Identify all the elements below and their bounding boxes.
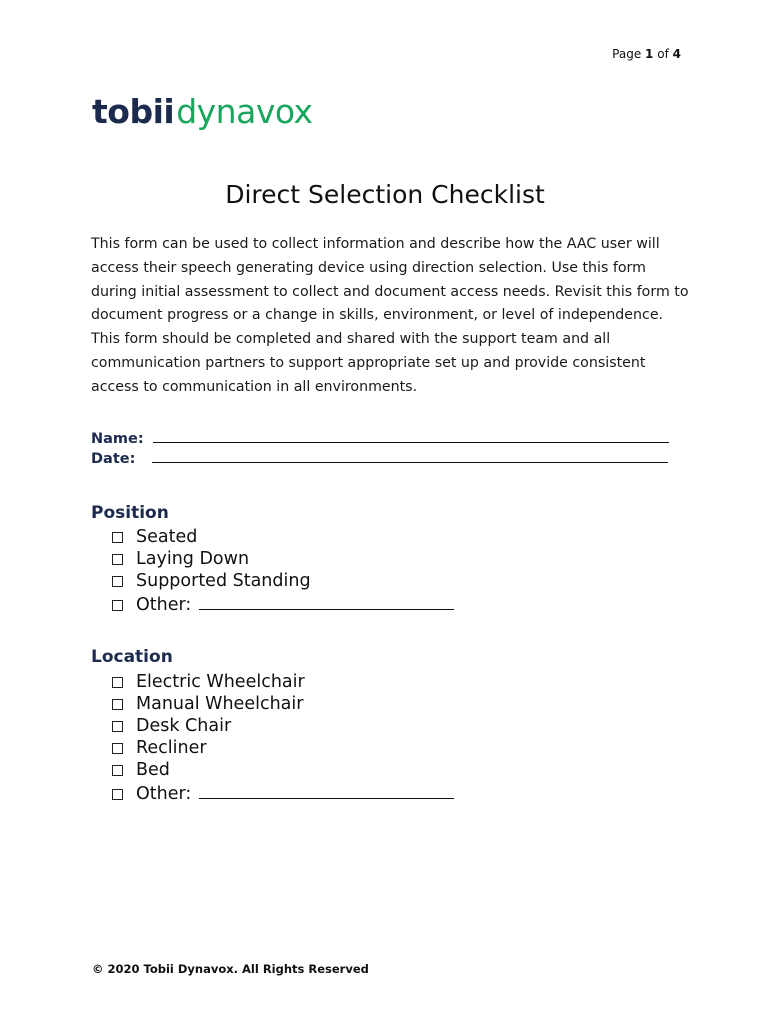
location-option-electric-wheelchair[interactable] <box>112 671 454 693</box>
name-input-line[interactable] <box>153 428 669 443</box>
checkbox[interactable] <box>112 554 123 565</box>
checkbox[interactable] <box>112 532 123 543</box>
location-other-input-line[interactable] <box>199 781 454 799</box>
position-heading: Position <box>91 503 169 523</box>
location-option-bed[interactable] <box>112 759 454 781</box>
date-label: Date: <box>91 451 136 467</box>
logo-tobii: tobii <box>92 92 175 131</box>
checkbox[interactable] <box>112 789 123 800</box>
option-label: Manual Wheelchair <box>136 694 304 714</box>
option-label: Bed <box>136 760 170 780</box>
name-label: Name: <box>91 431 144 447</box>
option-label: Laying Down <box>136 549 250 569</box>
checkbox[interactable] <box>112 600 123 611</box>
checkbox[interactable] <box>112 765 123 776</box>
page-current: 1 <box>645 47 654 61</box>
position-checklist <box>112 526 454 614</box>
intro-paragraph: This form can be used to collect information and describe how the AAC user will access their speech generating device using direction selection. Use this form during initial assessment to collect and document access needs. Revisit this form to document progress or a change in skills, environment, or level of independence. This form should be completed and shared with the support team and all communication partners to support appropriate set up and provide consistent access to communication in all environments. <box>91 236 689 395</box>
location-option-manual-wheelchair[interactable] <box>112 693 454 715</box>
option-label: Electric Wheelchair <box>136 672 305 692</box>
position-option-laying-down[interactable] <box>112 548 454 570</box>
option-label: Supported Standing <box>136 571 311 591</box>
logo-dynavox: dynavox <box>176 92 313 131</box>
location-option-recliner[interactable] <box>112 737 454 759</box>
option-label: Other: <box>136 595 192 615</box>
page-prefix: Page <box>612 47 642 61</box>
location-option-desk-chair[interactable] <box>112 715 454 737</box>
name-field[interactable] <box>91 428 669 447</box>
checkbox[interactable] <box>112 721 123 732</box>
position-option-seated[interactable] <box>112 526 454 548</box>
document-title: Direct Selection Checklist <box>225 180 545 209</box>
checkbox[interactable] <box>112 576 123 587</box>
date-field[interactable] <box>91 448 668 467</box>
location-checklist <box>112 671 454 803</box>
position-option-other[interactable] <box>112 592 454 614</box>
location-heading: Location <box>91 647 173 667</box>
position-option-supported-standing[interactable] <box>112 570 454 592</box>
date-input-line[interactable] <box>152 448 668 463</box>
position-other-input-line[interactable] <box>199 592 454 610</box>
option-label: Other: <box>136 784 192 804</box>
checkbox[interactable] <box>112 677 123 688</box>
option-label: Recliner <box>136 738 207 758</box>
tobii-dynavox-logo <box>92 92 313 138</box>
option-label: Desk Chair <box>136 716 232 736</box>
option-label: Seated <box>136 527 198 547</box>
checkbox[interactable] <box>112 743 123 754</box>
page-number <box>612 47 681 61</box>
copyright-footer: © 2020 Tobii Dynavox. All Rights Reserved <box>92 962 369 976</box>
checkbox[interactable] <box>112 699 123 710</box>
page-total: 4 <box>672 47 681 61</box>
location-option-other[interactable] <box>112 781 454 803</box>
page-of: of <box>657 47 669 61</box>
